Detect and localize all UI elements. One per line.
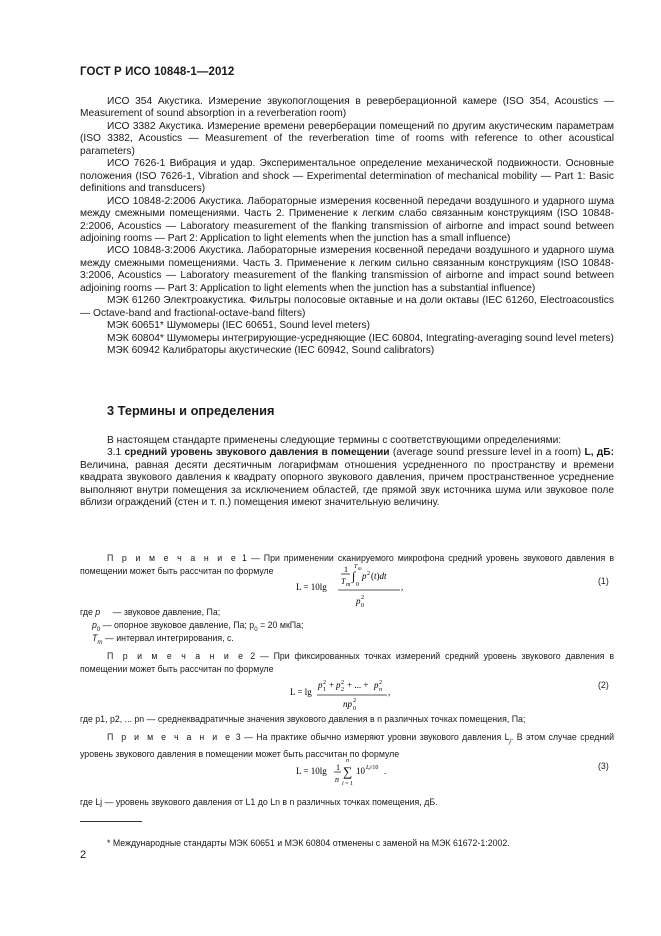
svg-text:m: m [358,567,362,572]
svg-text:0: 0 [356,582,359,588]
term-name: средний уровень звукового давления в помещении [124,447,390,459]
document-header: ГОСТ Р ИСО 10848-1—2012 [80,66,235,78]
term-english: (average sound pressure level in a room) [392,447,582,459]
equation-number: (3) [598,761,609,771]
svg-text:+ ... +: + ... + [347,680,369,690]
where-p0: $p_0$ — опорное звуковое давление, Па; $p_0 = 20$ мкПа; [92,620,304,633]
svg-text:2: 2 [341,687,344,693]
note-3: П р и м е ч а н и е 3 — На практике обычно измеряют уровни звукового давления $L_j$. В этом случае средний уровень звукового давления в помещении может быть рассчитан по формуле [80,732,615,760]
svg-text:m: m [346,582,351,588]
note-text: 3 — На практике обычно измеряют уровни звукового давления L [235,732,510,742]
svg-text:np: np [343,699,352,709]
note-2 [80,650,614,675]
svg-text:Lj/10: Lj/10 [366,765,379,771]
reference-item: ИСО 3382 Акустика. Измерение времени реверберации помещений по другим акустическим параметрам (ISO 3382, Acoustics — Measurement of the reverberation time of rooms with reference to other acoustical parameters) [80,120,614,157]
svg-text:2: 2 [361,595,364,601]
reference-item: МЭК 61260 Электроакустика. Фильтры полосовые октавные и на доли октавы (IEC 61260, Electroacoustics — Octave-band and fractional-octave-band filters) [80,295,614,319]
where-2: где p1, p2, ... pn — среднеквадратичные значения звукового давления в n различных точках помещения, Па; [80,714,526,724]
svg-text:p: p [374,680,379,690]
references-list [80,96,614,358]
svg-text:n: n [335,775,339,784]
section-title: 3 Термины и определения [107,403,275,418]
svg-text:n: n [379,687,382,693]
svg-text:∫: ∫ [352,569,356,583]
reference-item: ИСО 10848-3:2006 Акустика. Лабораторные измерения косвенной передачи воздушного и ударного шума между смежными помещениями. Часть 3. Применение к легким сильно связанным конструкциям (ISO 10848-3:2006, Acoustics — Laboratory measurement of the flanking transmission of airborne and impact sound between adjoining rooms — Part 3: Application to light elements when the junction has a substantial influence) [80,245,614,294]
svg-text:p: p [336,680,341,690]
svg-text:L = 10lg: L = 10lg [296,582,327,592]
footnote: * Международные стандарты МЭК 60651 и МЭК 60804 отменены с заменой на МЭК 61672-1:2002. [107,837,510,848]
svg-text:i = 1: i = 1 [342,781,354,787]
formula-1-graphic [296,562,406,610]
note-text: 2 — При фиксированных точках измерений средний уровень звукового давления в помещении может быть рассчитан по формуле [80,651,615,674]
formula-3 [296,757,396,793]
svg-text:.: . [384,766,387,776]
svg-text:1: 1 [323,687,326,693]
page-number: 2 [80,849,87,861]
svg-text:2: 2 [353,698,356,704]
svg-text:∑: ∑ [343,764,353,779]
svg-text:n: n [346,758,349,764]
svg-text:T: T [341,577,346,586]
svg-text:0: 0 [353,706,356,712]
svg-text:L = 10lg: L = 10lg [296,766,327,776]
note-label: П р и м е ч а н и е [107,732,233,742]
note-text: 1 — При применении сканируемого микрофона средний уровень звукового давления в помещении может быть рассчитан по формуле [80,553,615,576]
reference-item: ИСО 7626-1 Вибрация и удар. Экспериментальное определение механической подвижности. Основные положения (ISO 7626-1, Vibration and shock — Experimental determination of mechanical mobility — Part 1: Basic definitions and transducers) [80,158,614,195]
svg-text:,: , [388,687,391,697]
svg-text:p: p [356,596,361,606]
reference-item: МЭК 60942 Калибраторы акустические (IEC 60942, Sound calibrators) [107,345,435,357]
note-text-cont: . В этом случае средний уровень звукового давления в помещении может быть рассчитан по формуле [80,732,615,760]
where-3: где Lj — уровень звукового давления от L1 до Ln в n различных точках помещения, дБ. [80,797,438,807]
reference-item: МЭК 60804* Шумомеры интегрирующие-усредняющие (IEC 60804, Integrating-averaging sound level meters) [107,332,614,344]
svg-text:10: 10 [356,766,365,776]
svg-text:,: , [401,582,404,592]
term-definition [80,447,614,509]
note-label: П р и м е ч а н и е [107,553,239,563]
svg-text:T: T [354,564,358,570]
term-symbol: L, дБ: [584,447,614,459]
svg-text:2: 2 [323,680,326,686]
svg-text:L = lg: L = lg [290,687,312,697]
equation-number: (2) [598,680,609,690]
equation-number: (1) [598,576,609,586]
where-tm: $T_m$ — интервал интегрирования, с. [92,633,234,646]
svg-text:p: p [318,680,323,690]
reference-item: ИСО 10848-2:2006 Акустика. Лабораторные измерения косвенной передачи воздушного и ударного шума между смежными помещениями. Часть 2. Применение к легким слабо связанным конструкциям (ISO 10848-2:2006, Acoustics — Laboratory measurement of the flanking transmission of airborne and impact sound between adjoining rooms — Part 2: Application to light elements when the junction has a small influence) [80,195,614,244]
svg-text:1: 1 [336,763,340,772]
term-text: Величина, равная десяти десятичным логарифмам отношения усредненного по пространству и времени квадрата звукового давления к квадрату опорного звукового давления, причем пространственное усреднение выполняют внутри помещения за исключением областей, где прямой звук источника шума или звуковое поле вблизи ограждений (стен и т. п.) помещения имеют значительную величину. [80,459,614,509]
svg-text:+: + [329,680,335,690]
term-number: 3.1 [107,447,122,459]
formula-3-graphic [296,757,396,791]
where-p: где p — звуковое давление, Па; [80,607,221,617]
svg-text:p: p [362,571,367,581]
formula-1 [296,562,406,612]
formula-2-graphic [290,676,410,712]
svg-text:2: 2 [341,680,344,686]
intro-paragraph: В настоящем стандарте применены следующие термины с соответствующими определениями: [107,435,562,446]
definitions-body [80,435,614,510]
svg-text:2: 2 [367,571,370,577]
svg-text:1: 1 [344,565,348,574]
reference-item: ИСО 354 Акустика. Измерение звукопоглощения в реверберационной камере (ISO 354, Acoustics — Measurement of sound absorption in a reverberation room) [80,96,614,120]
note-label: П р и м е ч а н и е [107,651,246,661]
svg-text:0: 0 [361,603,364,609]
svg-text:(t)dt: (t)dt [371,571,387,581]
reference-item: МЭК 60651* Шумомеры (IEC 60651, Sound level meters) [107,320,370,332]
footnote-divider [80,821,142,822]
svg-text:2: 2 [379,680,382,686]
formula-2 [290,676,410,714]
